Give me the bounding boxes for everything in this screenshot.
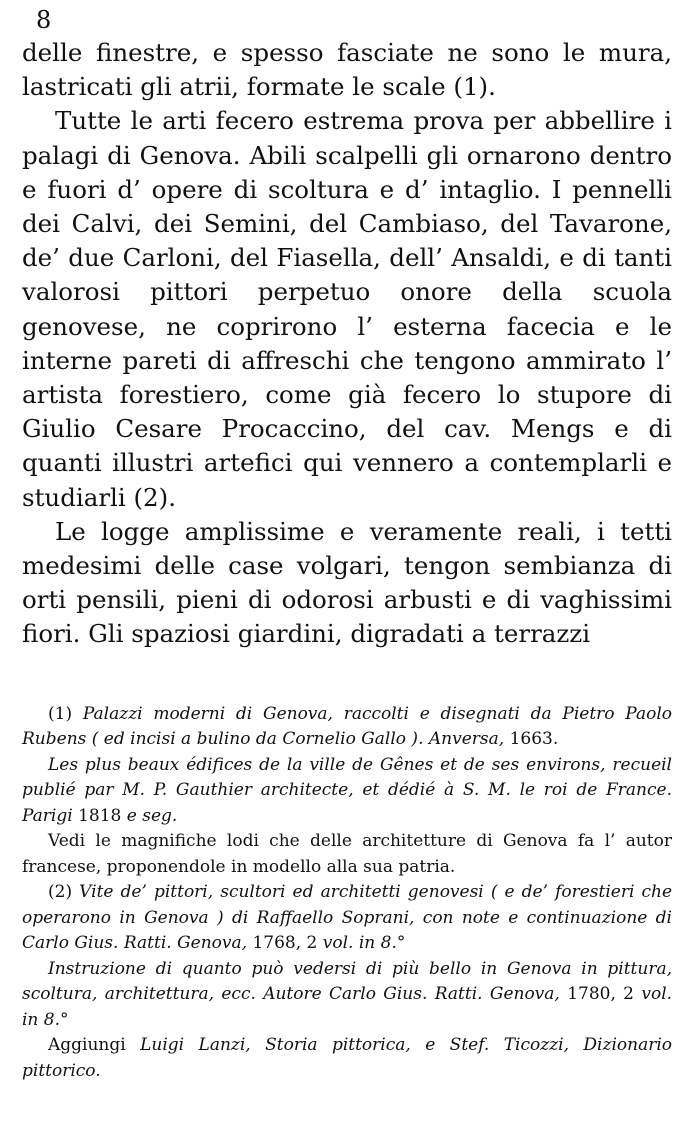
footnote-marker: (2) — [48, 882, 73, 903]
footnote-marker: (1) — [48, 703, 73, 724]
paragraph-logge: Le logge amplissime e veramente reali, i tetti medesimi delle case volgari, tengon sembianza di orti pensili, pieni di odorosi arbusti e di vaghissimi fiori. Gli spaziosi giardini, digradati a terrazzi — [22, 516, 672, 649]
footnote-year: 1768, 2 — [252, 933, 318, 954]
footnote-citation-end: vol. in 8.° — [22, 984, 673, 1030]
footnote-year: 1780, 2 — [567, 984, 635, 1005]
footnote-1-second-citation — [22, 753, 672, 830]
footnote-citation: Luigi Lanzi, Storia pittorica, e Stef. Ticozzi, Dizionario pittorico. — [22, 1035, 673, 1081]
footnote-citation: Vite de’ pittori, scultori ed architetti genovesi ( e de’ forestieri che operarono in Genova ) di Raffaello Soprani, con note e continuazione di Carlo Gius. Ratti. Genova, — [22, 882, 673, 954]
footnote-citation: Les plus beaux édifices de la ville de Gênes et de ses environs, recueil publié par M. P. Gauthier architecte, et dédié à S. M. le roi de France. Parigi — [22, 754, 672, 826]
footnote-2-addendum — [22, 1033, 672, 1084]
footnote-text: Aggiungi — [48, 1035, 126, 1056]
footnote-citation: Palazzi moderni di Genova, raccolti e disegnati da Pietro Paolo Rubens ( ed incisi a bulino da Cornelio Gallo ). Anversa, — [22, 703, 672, 750]
footnote-2 — [22, 880, 672, 957]
main-text — [22, 36, 672, 652]
footnote-citation-end: vol. in 8.° — [322, 933, 406, 954]
paragraph-continued: delle finestre, e spesso fasciate ne sono le mura, lastricati gli atrii, formate le scale (1). — [22, 38, 672, 102]
footnote-1-comment: Vedi le magnifiche lodi che delle architetture di Genova fa l’ autor francese, proponendole in modello alla sua patria. — [22, 831, 672, 877]
footnote-year: 1818 — [78, 805, 122, 826]
footnotes — [22, 702, 672, 1085]
paragraph-arts: Tutte le arti fecero estrema prova per abbellire i palagi di Genova. Abili scalpelli gli ornarono dentro e fuori d’ opere di scoltura e d’ intaglio. I pennelli dei Calvi, dei Semini, del Cambiaso, del Tavarone, de’ due Carloni, del Fiasella, dell’ Ansaldi, e di tanti valorosi pittori perpetuo onore della scuola genovese, ne coprirono l’ esterna facecia e le interne pareti di affreschi che tengono ammirato l’ artista forestiero, come già fecero lo stupore di Giulio Cesare Procaccino, del cav. Mengs e di quanti illustri artefici qui vennero a contemplarli e studiarli (2). — [22, 106, 672, 512]
footnote-citation-end: e seg. — [126, 805, 178, 826]
footnote-separator — [22, 652, 672, 702]
footnote-2-second-citation — [22, 957, 672, 1034]
footnote-1 — [22, 702, 672, 753]
page-number: 8 — [36, 6, 52, 34]
footnote-year: 1663. — [509, 729, 559, 750]
footnote-citation: Instruzione di quanto può vedersi di più bello in Genova in pittura, scoltura, architettura, ecc. Autore Carlo Gius. Ratti. Genova, — [22, 958, 672, 1005]
